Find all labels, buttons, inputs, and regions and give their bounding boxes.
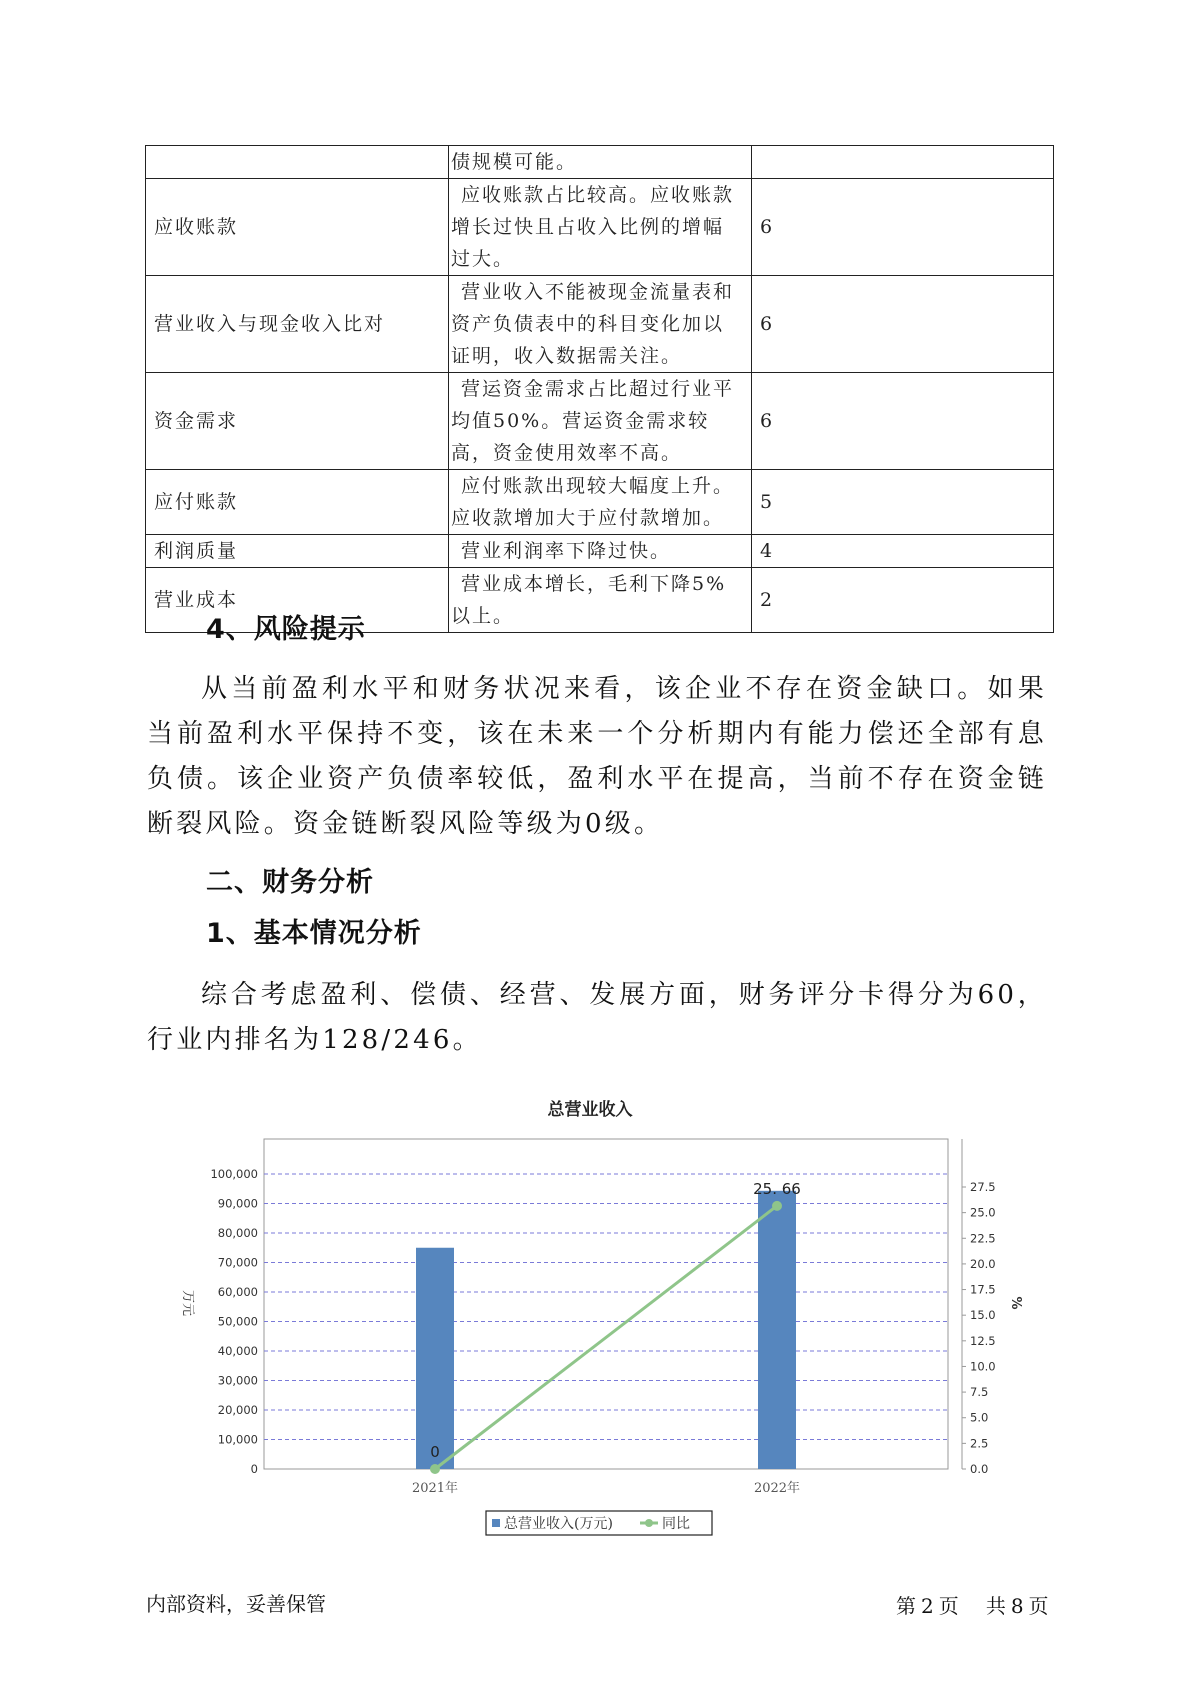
table-row bbox=[146, 470, 1054, 535]
data-label: 0 bbox=[430, 1443, 440, 1461]
y2-tick-label: 0.0 bbox=[970, 1462, 989, 1476]
y-tick-label: 0 bbox=[250, 1462, 258, 1476]
y-tick-label: 30,000 bbox=[217, 1373, 258, 1388]
footer-confidential: 内部资料，妥善保管 bbox=[146, 1592, 326, 1616]
bar bbox=[758, 1191, 796, 1469]
risk-item-cell: 应付账款 bbox=[146, 470, 449, 535]
finance-paragraph: 综合考虑盈利、偿债、经营、发展方面，财务评分卡得分为60，行业内排名为128/246。 bbox=[147, 980, 1047, 1055]
y2-tick-label: 25.0 bbox=[970, 1205, 996, 1220]
y2-tick-label: 22.5 bbox=[970, 1231, 996, 1246]
risk-description-cell: 应付账款出现较大幅度上升。应收款增加大于应付款增加。 bbox=[449, 470, 752, 535]
risk-score-cell: 6 bbox=[752, 373, 1054, 470]
risk-description-cell: 营业收入不能被现金流量表和资产负债表中的科目变化加以证明，收入数据需关注。 bbox=[449, 276, 752, 373]
risk-paragraph: 从当前盈利水平和财务状况来看，该企业不存在资金缺口。如果当前盈利水平保持不变，该在未来一个分析期内有能力偿还全部有息负债。该企业资产负债率较低，盈利水平在提高，当前不存在资金链断裂风险。资金链断裂风险等级为0级。 bbox=[147, 674, 1047, 839]
risk-description-cell: 应收账款占比较高。应收账款增长过快且占收入比例的增幅过大。 bbox=[449, 179, 752, 276]
risk-description-cell: 营业利润率下降过快。 bbox=[449, 535, 752, 568]
x-tick-label: 2022年 bbox=[753, 1481, 801, 1496]
footer-page-number: 第 2 页 共 8 页 bbox=[896, 1594, 1050, 1618]
section-heading-finance: 二、财务分析 bbox=[206, 867, 374, 898]
y2-tick-label: 5.0 bbox=[970, 1410, 989, 1425]
risk-score-cell: 6 bbox=[752, 276, 1054, 373]
y-axis-title: 万元 bbox=[180, 1289, 195, 1317]
risk-item-cell: 营业成本 bbox=[146, 568, 449, 633]
risk-score-cell: 5 bbox=[752, 470, 1054, 535]
legend-label: 总营业收入(万元) bbox=[504, 1516, 613, 1532]
section-heading-risk: 4、风险提示 bbox=[206, 614, 366, 645]
plot-area bbox=[264, 1139, 948, 1469]
table-row bbox=[146, 179, 1054, 276]
y-tick-label: 50,000 bbox=[217, 1314, 258, 1329]
y-tick-label: 100,000 bbox=[210, 1167, 258, 1181]
y2-axis-title: % bbox=[1008, 1296, 1023, 1310]
x-tick-label: 2021年 bbox=[411, 1481, 459, 1496]
data-label: 25. 66 bbox=[753, 1179, 801, 1198]
y2-tick-label: 20.0 bbox=[970, 1256, 996, 1271]
y-tick-label: 60,000 bbox=[217, 1285, 258, 1299]
y2-tick-label: 27.5 bbox=[970, 1180, 996, 1194]
risk-score-cell: 6 bbox=[752, 179, 1054, 276]
risk-item-cell: 利润质量 bbox=[146, 535, 449, 568]
table-row bbox=[146, 535, 1054, 568]
y-tick-label: 40,000 bbox=[217, 1344, 258, 1358]
y-tick-label: 10,000 bbox=[217, 1432, 258, 1447]
subsection-heading-basic: 1、基本情况分析 bbox=[206, 918, 422, 949]
y-tick-label: 20,000 bbox=[217, 1403, 258, 1417]
y2-tick-label: 2.5 bbox=[970, 1436, 989, 1451]
table-row bbox=[146, 146, 1054, 179]
y-tick-label: 90,000 bbox=[217, 1196, 258, 1211]
legend-bar-swatch bbox=[492, 1519, 500, 1527]
revenue-chart bbox=[170, 1085, 1030, 1545]
y2-tick-label: 12.5 bbox=[970, 1333, 996, 1348]
risk-item-cell bbox=[146, 146, 449, 179]
risk-score-cell: 2 bbox=[752, 568, 1054, 633]
chart-title: 总营业收入 bbox=[547, 1100, 633, 1120]
table-row bbox=[146, 373, 1054, 470]
y2-tick-label: 15.0 bbox=[970, 1308, 996, 1323]
risk-item-cell: 营业收入与现金收入比对 bbox=[146, 276, 449, 373]
risk-description-cell: 营业成本增长，毛利下降5%以上。 bbox=[449, 568, 752, 633]
risk-description-cell: 营运资金需求占比超过行业平均值50%。营运资金需求较高，资金使用效率不高。 bbox=[449, 373, 752, 470]
risk-item-cell: 资金需求 bbox=[146, 373, 449, 470]
risk-description-cell: 债规模可能。 bbox=[449, 146, 752, 179]
legend-line-marker bbox=[645, 1519, 653, 1527]
risk-item-cell: 应收账款 bbox=[146, 179, 449, 276]
y2-tick-label: 7.5 bbox=[970, 1385, 989, 1400]
y-tick-label: 70,000 bbox=[217, 1255, 258, 1270]
y2-tick-label: 17.5 bbox=[970, 1282, 996, 1297]
table-row bbox=[146, 276, 1054, 373]
bar bbox=[416, 1248, 454, 1469]
line-point bbox=[430, 1464, 440, 1474]
risk-score-cell: 4 bbox=[752, 535, 1054, 568]
legend-label: 同比 bbox=[662, 1516, 690, 1532]
y2-tick-label: 10.0 bbox=[970, 1359, 996, 1374]
line-point bbox=[772, 1201, 782, 1211]
y-tick-label: 80,000 bbox=[217, 1226, 258, 1240]
risk-factor-table bbox=[145, 145, 1054, 633]
risk-score-cell bbox=[752, 146, 1054, 179]
